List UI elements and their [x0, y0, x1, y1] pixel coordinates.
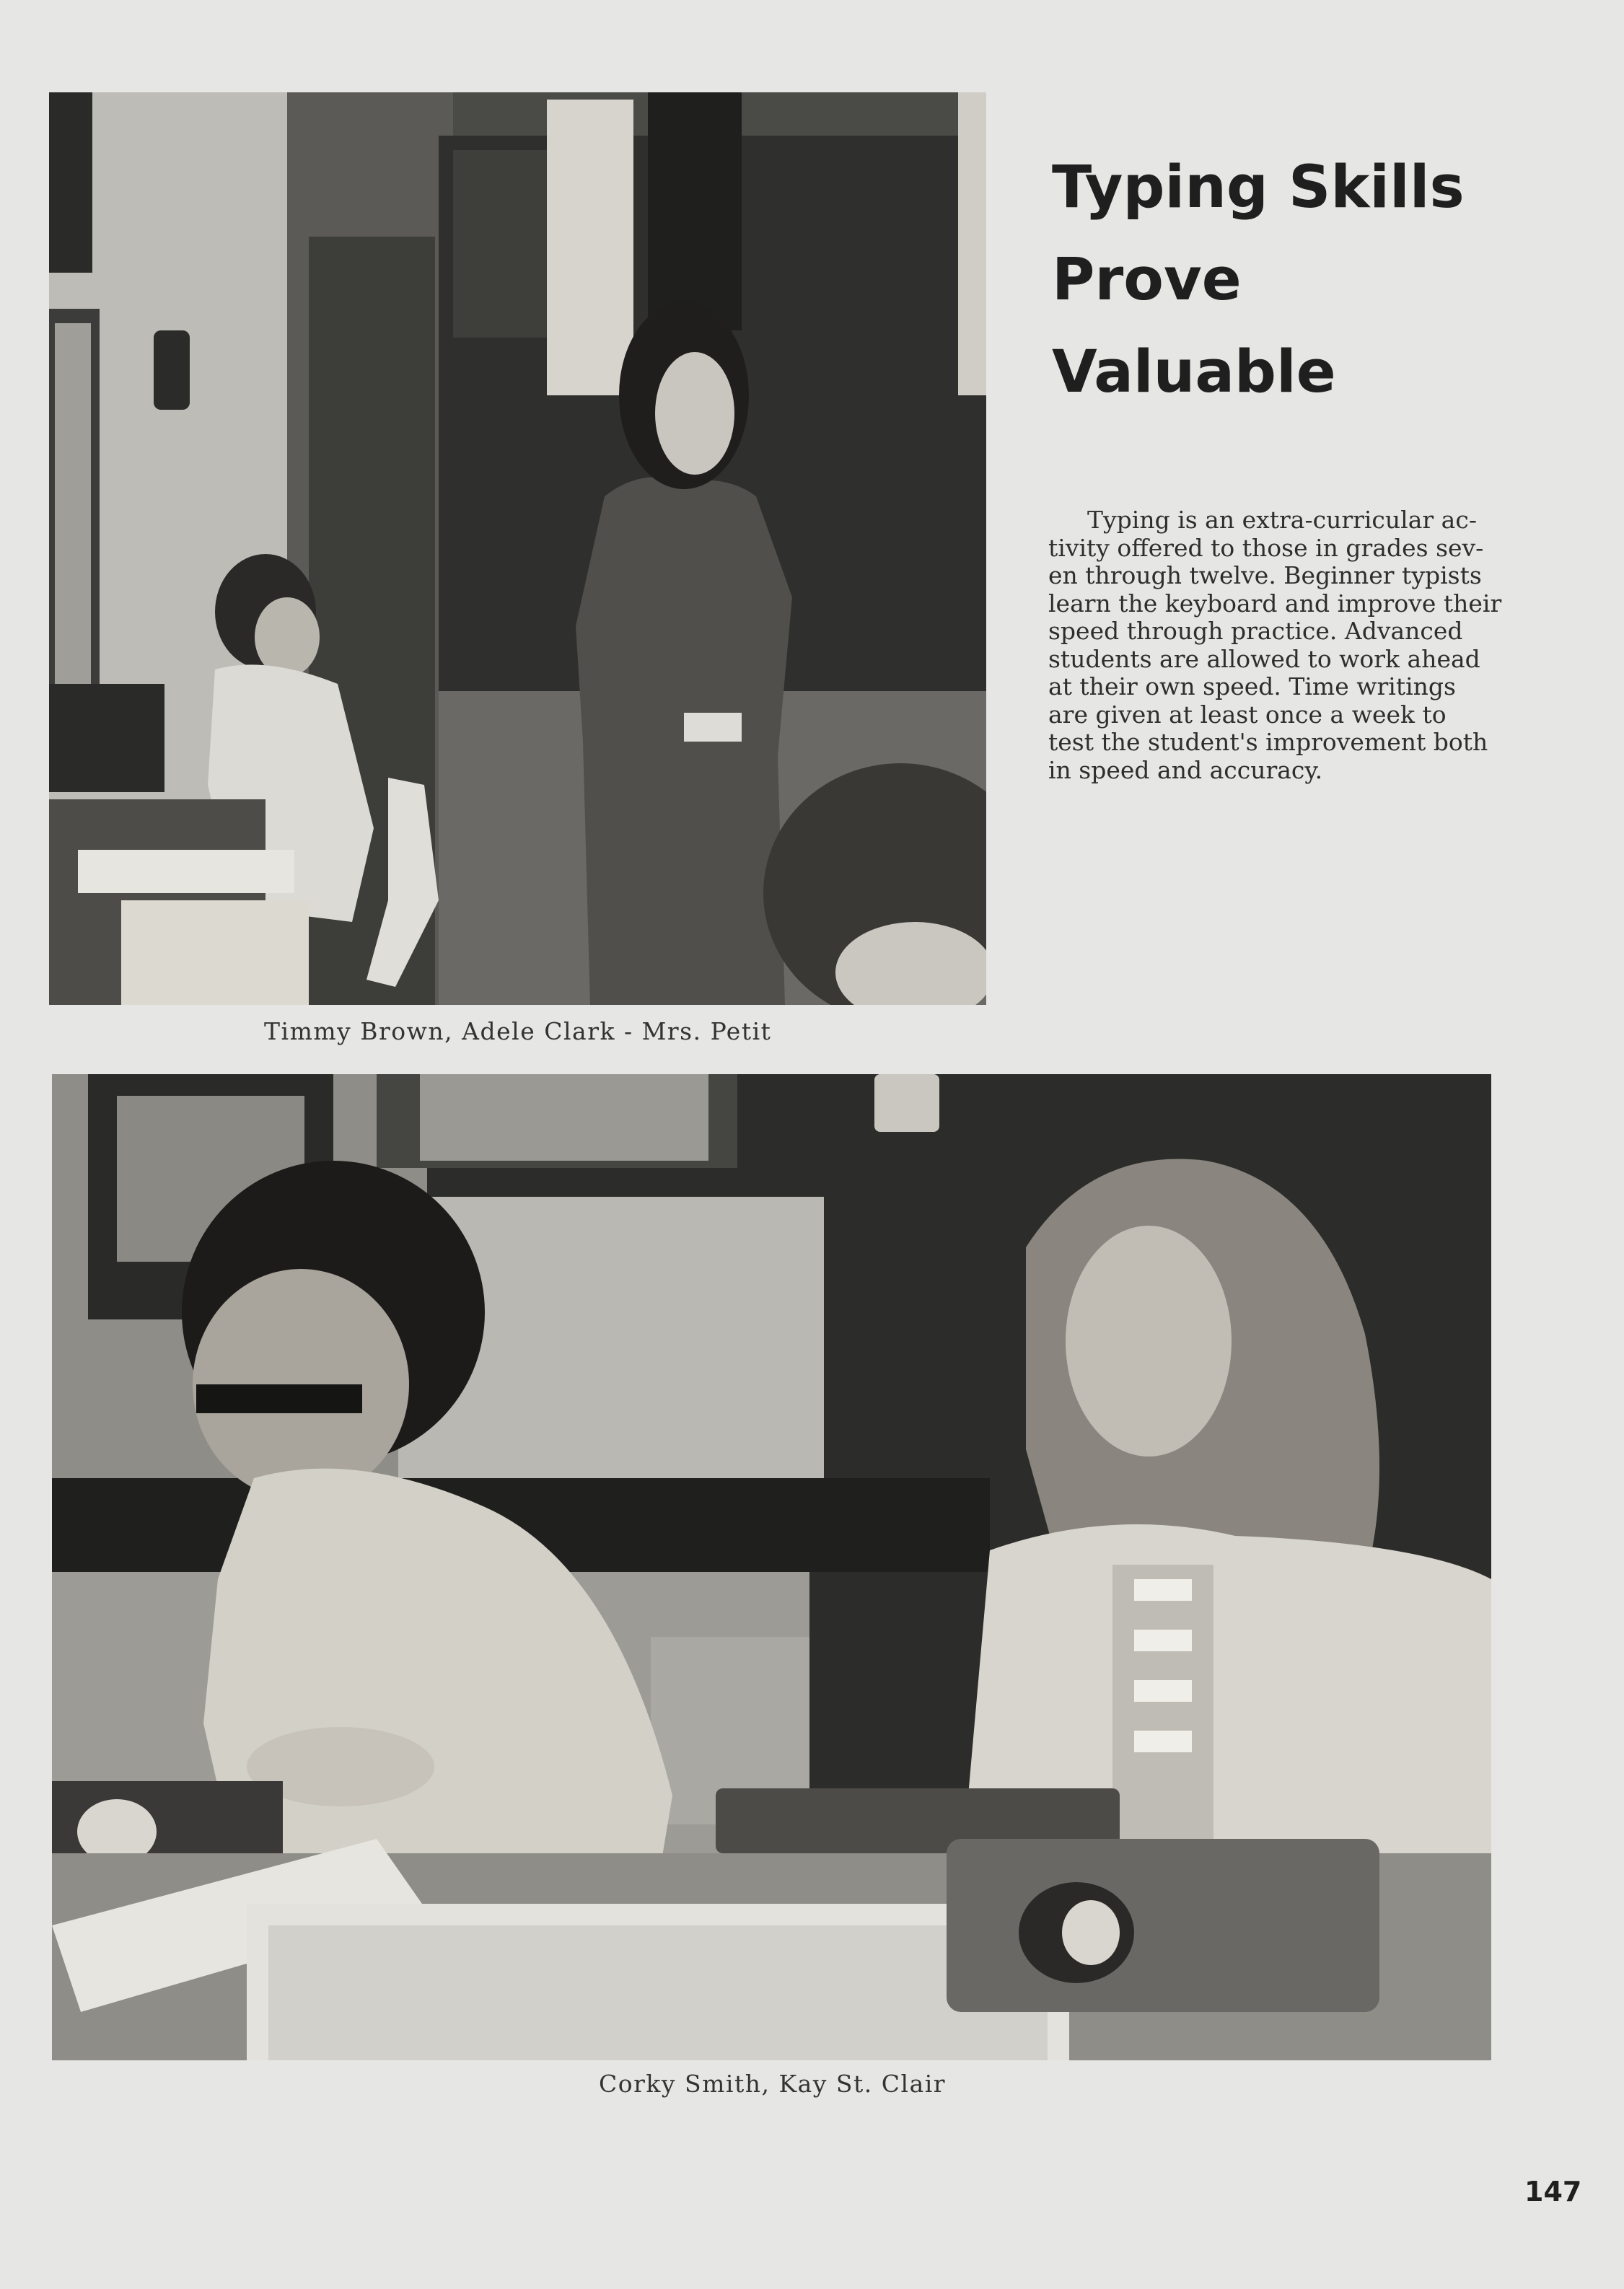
photo-caption: Corky Smith, Kay St. Clair [599, 2070, 947, 2098]
article-line: at their own speed. Time writings [1048, 672, 1456, 700]
article-line: en through twelve. Beginner typists [1048, 561, 1482, 589]
photo-top-illustration [49, 92, 986, 1005]
photo-bottom-illustration [52, 1074, 1491, 2060]
page-title [1052, 141, 1557, 418]
article-line: speed through practice. Advanced [1048, 617, 1463, 645]
article-body [1048, 506, 1510, 784]
article-line: Typing is an extra-curricular ac- [1087, 506, 1477, 534]
photo-typing-classroom-teacher [49, 92, 986, 1005]
article-line: test the student's improvement both [1048, 728, 1488, 756]
article-line: learn the keyboard and improve their [1048, 589, 1502, 618]
article-line: in speed and accuracy. [1048, 755, 1323, 784]
headline-line: Typing Skills [1052, 154, 1465, 221]
photo-students-typing [52, 1074, 1491, 2060]
article-line: tivity offered to those in grades sev- [1048, 533, 1484, 562]
headline-line: Prove [1052, 246, 1242, 314]
article-line: are given at least once a week to [1048, 700, 1447, 729]
photo-caption: Timmy Brown, Adele Clark - Mrs. Petit [264, 1017, 772, 1045]
headline-line: Valuable [1052, 338, 1336, 406]
page-number: 147 [1524, 2176, 1582, 2207]
article-line: students are allowed to work ahead [1048, 644, 1480, 673]
